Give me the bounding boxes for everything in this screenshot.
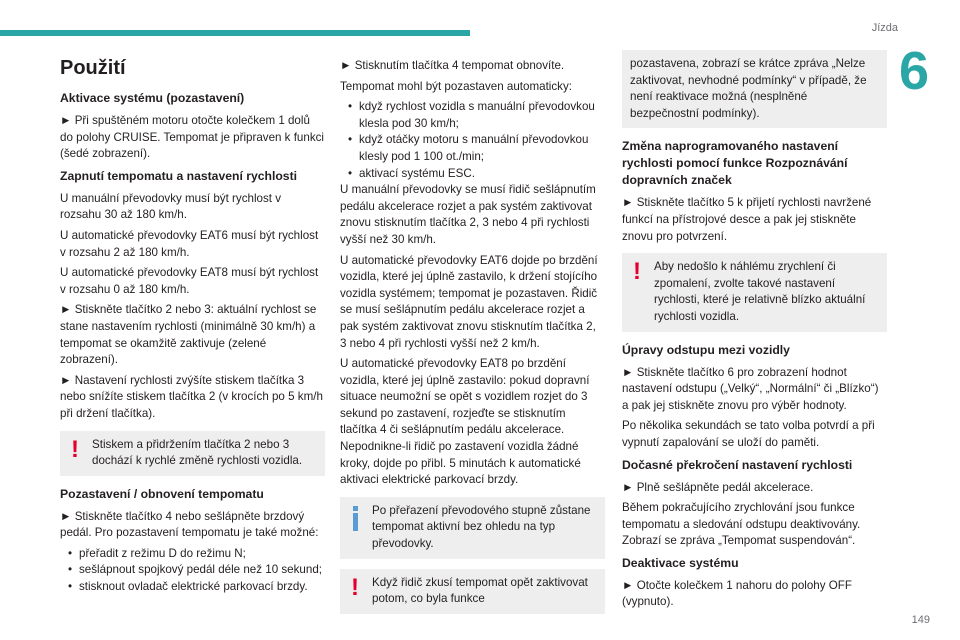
paragraph: U manuální převodovky musí být rychlost v rozsahu 30 až 180 km/h. [60,191,282,222]
paragraph: Během pokračujícího zrychlování jsou funkce tempomatu a sledování odstupu deaktivovány. Zobrazí se zpráva „Tempomat suspendován“. [622,501,861,548]
warning-note [340,569,605,614]
warning-exclamation-icon: ! [633,258,641,286]
warning-exclamation-icon: ! [71,435,79,463]
paragraph: ► Plně sešlápněte pedál akcelerace. [622,480,814,494]
warning-text: Aby nedošlo k náhlému zrychlení či zpomalení, zvolte takové nastavení rychlosti, které je relativně blízko aktuální rychlosti vozidla. [654,260,866,323]
warning-text: pozastavena, zobrazí se krátce zpráva „Nelze zaktivovat, nevhodné podmínky“ v případě, že není reaktivace možná (nesplněné bezpečnostní podmínky). [630,57,867,120]
warning-exclamation-icon: ! [351,573,359,601]
paragraph: ► Stisknutím tlačítka 4 tempomat obnovíte. [340,59,565,72]
heading-deactivation: Deaktivace systému [622,555,739,570]
heading-distance: Úpravy odstupu mezi vozidly [622,342,790,357]
list-item: • aktivací systému ESC. [348,166,605,183]
paragraph: ► Stiskněte tlačítko 5 k přijetí rychlosti navržené funkcí na přístrojové desce a pak jej stiskněte znovu pro potvrzení. [622,196,872,243]
info-text: Po přeřazení převodového stupně zůstane tempomat aktivní bez ohledu na typ převodovky. [372,503,591,551]
warning-text: Stiskem a přidržením tlačítka 2 nebo 3 dochází k rychlé změně rychlosti vozidla. [92,437,303,468]
paragraph: ► Při spuštěném motoru otočte kolečkem 1 dolů do polohy CRUISE. Tempomat je připraven k funkci (šedé zobrazení). [60,114,324,161]
heading-speed-setting: Zapnutí tempomatu a nastavení rychlosti [60,168,298,183]
paragraph: U manuální převodovky se musí řidič sešlápnutím pedálu akcelerace rozjet a pak systém zaktivovat znovu stisknutím tlačítka 2, 3 nebo 4 při rychlosti vyšší než 30 km/h. [340,183,596,246]
warning-text: Když řidič zkusí tempomat opět zaktivovat potom, co byla funkce [372,575,588,606]
warning-note [622,253,887,331]
paragraph: Tempomat mohl být pozastaven automaticky: [340,79,572,93]
paragraph: ► Stiskněte tlačítko 6 pro zobrazení hodnot nastavení odstupu („Velký“, „Normální“ či „Blízko“) a pak jej stiskněte znovu pro výběr hodnoty. [622,365,879,412]
column-3 [622,50,887,615]
page-number: 149 [911,614,930,626]
paragraph: U automatické převodovky EAT8 musí být rychlost v rozsahu 0 až 180 km/h. [60,266,319,296]
running-header-title: Jízda [871,22,898,34]
heading-temporary-override: Dočasné překročení nastavení rychlosti [622,457,853,472]
paragraph: U automatické převodovky EAT6 dojde po brzdění vozidla, které jej úplně zastavilo, k držení stojícího vozidla systémem; tempomat je pozastaven. Řidič se musí sešlápnutím pedálu akcelerace rozjet a pak systém zaktivovat znovu stisknutím tlačítka 2, 3 nebo 4 při rychlosti vyšší než 2 km/h. [340,253,598,350]
section-title: Použití [60,57,126,79]
bullet-list [68,546,325,596]
paragraph: U automatické převodovky EAT8 po brzdění vozidla, které jej úplně zastavilo: pokud dopravní situace neumožní se opět s vozidlem rozjet do 3 sekund po zastavení, rozjeďte se stisknutím tlačítka 4 či sešlápnutím pedálu akcelerace. Nepodnikne-li řidič po zastavení vozidla žádné kroky, dojde po přibl. 5 minutách k automatické aktivaci elektrické parkovací brzdy. [340,357,590,487]
paragraph: ► Nastavení rychlosti zvýšíte stiskem tlačítka 3 nebo snížíte stiskem tlačítka 2 (v krocích po 5 km/h při držení tlačítka). [60,373,323,420]
list-item: • sešlápnout spojkový pedál déle než 10 sekund; [68,562,325,579]
header-accent-bar [0,30,470,36]
list-item: • když otáčky motoru s manuální převodovkou klesly pod 1 100 ot./min; [348,132,605,165]
heading-activation: Aktivace systému (pozastavení) [60,91,245,105]
info-note [340,497,605,559]
list-item: • stisknout ovladač elektrické parkovací brzdy. [68,579,325,596]
warning-note [60,431,325,476]
column-1 [60,56,325,596]
list-item: • přeřadit z režimu D do režimu N; [68,546,325,563]
heading-pause-resume: Pozastavení / obnovení tempomatu [60,486,264,501]
warning-note-continued [622,50,887,128]
chapter-number: 6 [899,41,930,101]
paragraph: ► Otočte kolečkem 1 nahoru do polohy OFF (vypnuto). [622,578,852,609]
paragraph: ► Stiskněte tlačítko 2 nebo 3: aktuální rychlost se stane nastavením rychlosti (minimálně 30 km/h) a tempomat se okamžitě zaktivuje (zelené zobrazení). [60,303,317,367]
list-item: • když rychlost vozidla s manuální převodovkou klesla pod 30 km/h; [348,99,605,132]
paragraph: U automatické převodovky EAT6 musí být rychlost v rozsahu 2 až 180 km/h. [60,228,319,259]
info-icon [353,506,358,532]
column-2 [340,58,605,624]
heading-traffic-sign-recognition: Změna naprogramovaného nastavení rychlosti pomocí funkce Rozpoznávání dopravních značek [622,139,848,188]
paragraph: Po několika sekundách se tato volba potvrdí a při vypnutí zapalování se uloží do paměti. [622,419,875,449]
paragraph: ► Stiskněte tlačítko 4 nebo sešlápněte brzdový pedál. Pro pozastavení tempomatu je také možné: [60,509,319,540]
bullet-list [348,99,605,182]
